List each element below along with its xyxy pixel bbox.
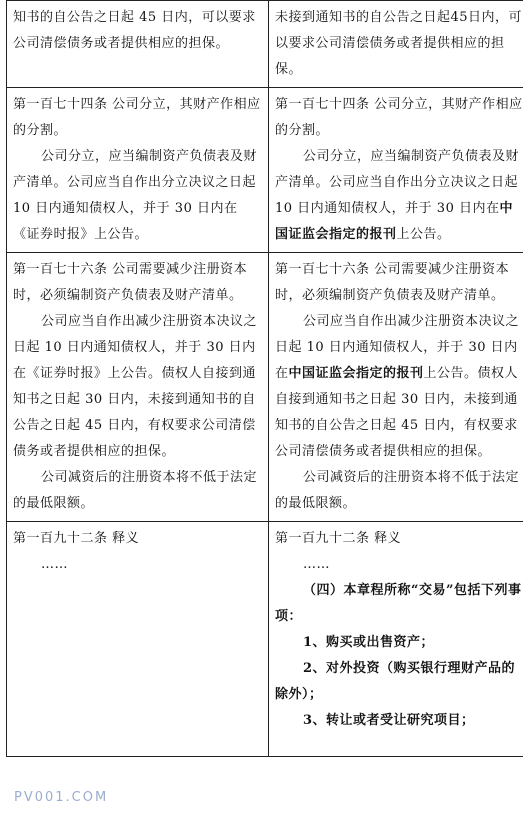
watermark-text: PV001.COM: [14, 790, 109, 805]
paragraph: 公司减资后的注册资本将不低于法定的最低限额。: [275, 470, 520, 511]
article-heading: 第一百七十六条 公司需要减少注册资本时，必须编制资产负债表及财产清单。: [13, 262, 248, 303]
ellipsis: ……: [41, 557, 68, 572]
article-heading: 第一百七十四条 公司分立，其财产作相应的分割。: [275, 97, 523, 138]
paragraph: [275, 309, 523, 465]
comparison-table: [6, 0, 523, 757]
list-item: 3、转让或者受让研究项目；: [303, 713, 475, 728]
text-run: 上公告。: [396, 227, 451, 242]
revised-cell: [269, 253, 523, 522]
paragraph: 公司分立，应当编制资产负债表及财产清单。公司应当自作出分立决议之日起 10 日内通知债权人，并于 30 日内在《证券时报》上公告。: [13, 149, 258, 242]
emphasized-text: 中国证监会指定的报刊: [275, 201, 513, 242]
list-item: 1、购买或出售资产；: [303, 635, 435, 650]
original-cell: [7, 88, 269, 253]
revised-cell: [269, 522, 523, 757]
revised-cell: [269, 88, 523, 253]
definition-heading: （四）本章程所称“交易”包括下列事项：: [275, 583, 522, 624]
emphasized-text: 中国证监会指定的报刊: [288, 366, 424, 381]
table-row: [7, 253, 523, 522]
paragraph: 公司应当自作出减少注册资本决议之日起 10 日内通知债权人，并于 30 日内在《证券时报》上公告。债权人自接到通知书之日起 30 日内，未接到通知书的自公告之日起 45 日内，有权要求公司清偿债务或者提供相应的担保。: [13, 314, 258, 459]
article-heading: 第一百九十二条 释义: [13, 531, 140, 546]
text-run: 公司分立，应当编制资产负债表及财产清单。公司应当自作出分立决议之日起 10 日内通知债权人，并于 30 日内在: [275, 149, 520, 216]
original-cell: [7, 522, 269, 757]
article-heading: 第一百七十四条 公司分立，其财产作相应的分割。: [13, 97, 261, 138]
text-run: 上公告。债权人自接到通知书之日起 30 日内，未接到通知书的自公告之日起 45 日内，有权要求公司清偿债务或者提供相应的担保。: [275, 366, 519, 459]
paragraph: 未接到通知书的自公告之日起45日内，可以要求公司清偿债务或者提供相应的担保。: [275, 10, 523, 77]
text-run: 公司应当自作出减少注册资本决议之日起 10 日内通知债权人，并于 30 日内在: [275, 314, 520, 381]
original-cell: [7, 253, 269, 522]
table-row: [7, 522, 523, 757]
list-item: 2、对外投资（购买银行理财产品的除外）；: [275, 661, 516, 702]
paragraph: [275, 144, 523, 248]
table-row: [7, 1, 523, 88]
original-cell: [7, 1, 269, 88]
ellipsis: ……: [303, 557, 330, 572]
article-heading: 第一百七十六条 公司需要减少注册资本时，必须编制资产负债表及财产清单。: [275, 262, 510, 303]
paragraph: 知书的自公告之日起 45 日内，可以要求公司清偿债务或者提供相应的担保。: [13, 10, 256, 51]
revised-cell: [269, 1, 523, 88]
table-row: [7, 88, 523, 253]
article-heading: 第一百九十二条 释义: [275, 531, 402, 546]
paragraph: 公司减资后的注册资本将不低于法定的最低限额。: [13, 470, 258, 511]
